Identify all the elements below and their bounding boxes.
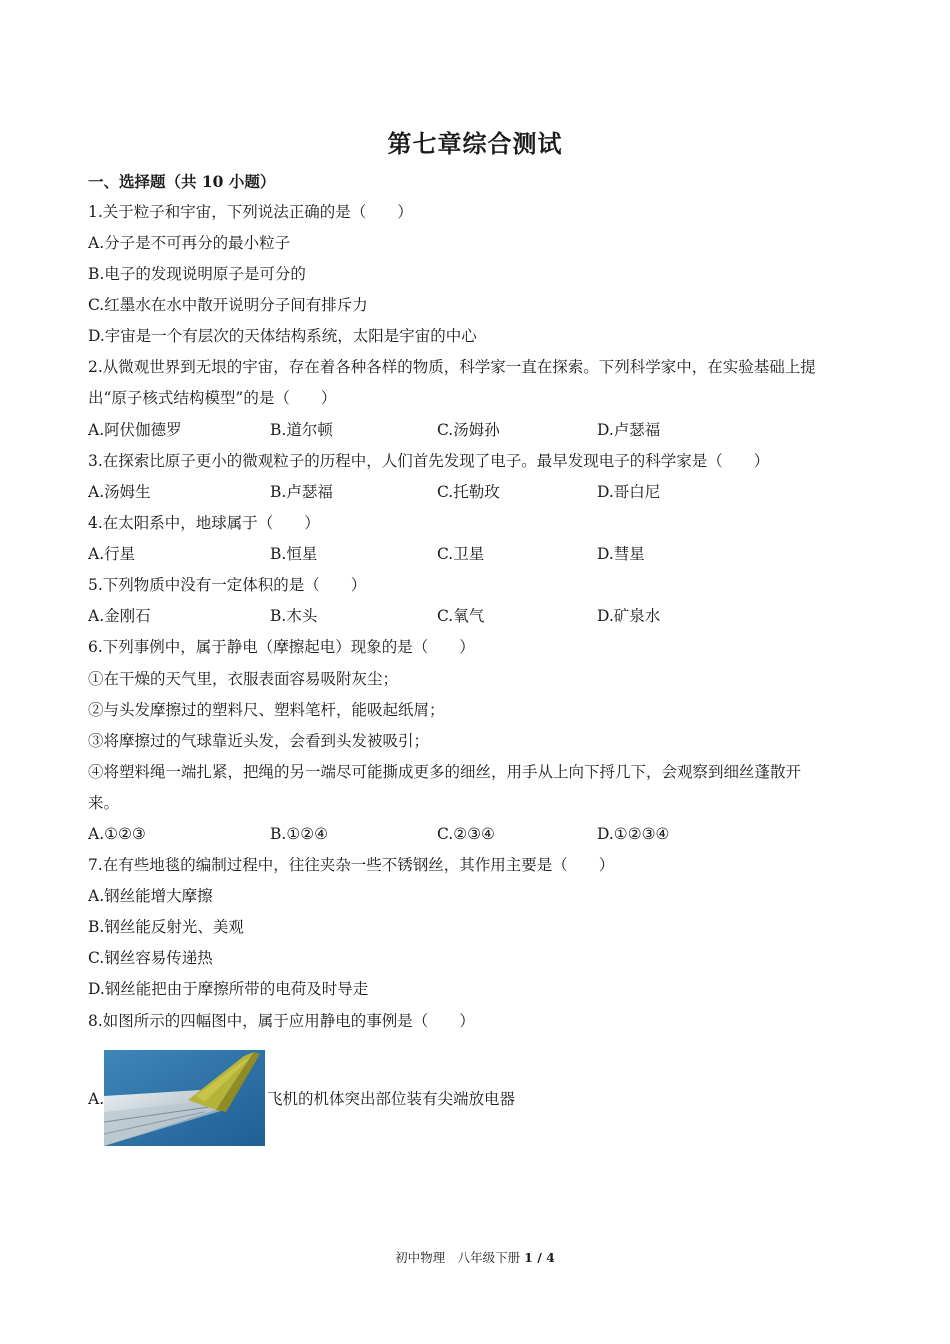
question-7-stem: 7.在有些地毯的编制过程中，往往夹杂一些不锈钢丝，其作用主要是（ ） bbox=[88, 856, 615, 874]
question-3-stem: 3.在探索比原子更小的微观粒子的历程中，人们首先发现了电子。最早发现电子的科学家是（ ） bbox=[88, 452, 770, 470]
question-3-option-d: D.哥白尼 bbox=[597, 483, 661, 501]
question-6-option-d: D.①②③④ bbox=[597, 825, 670, 843]
question-6-item-1: ①在干燥的天气里，衣服表面容易吸附灰尘； bbox=[88, 670, 399, 688]
question-5-option-d: D.矿泉水 bbox=[597, 607, 661, 625]
question-7-option-a: A.钢丝能增大摩擦 bbox=[88, 887, 213, 905]
question-6-item-2: ②与头发摩擦过的塑料尺、塑料笔杆，能吸起纸屑； bbox=[88, 701, 445, 719]
question-1-option-b: B.电子的发现说明原子是可分的 bbox=[88, 265, 306, 283]
question-6-option-b: B.①②④ bbox=[270, 825, 329, 843]
footer-text: 初中物理 八年级下册 bbox=[395, 1250, 521, 1265]
question-2-option-b: B.道尔顿 bbox=[270, 421, 333, 439]
question-6-option-c: C.②③④ bbox=[437, 825, 495, 843]
airplane-wing-image bbox=[104, 1050, 265, 1146]
question-1-option-c: C.红墨水在水中散开说明分子间有排斥力 bbox=[88, 296, 368, 314]
question-6-item-4-line-1: ④将塑料绳一端扎紧，把绳的另一端尽可能撕成更多的细丝，用手从上向下捋几下，会观察到细丝蓬散开 bbox=[88, 763, 802, 781]
question-7-option-d: D.钢丝能把由于摩擦所带的电荷及时导走 bbox=[88, 980, 369, 998]
question-4-option-d: D.彗星 bbox=[597, 545, 645, 563]
question-5-stem: 5.下列物质中没有一定体积的是（ ） bbox=[88, 576, 367, 594]
question-6-option-a: A.①②③ bbox=[88, 825, 146, 843]
question-8-option-a-text: 飞机的机体突出部位装有尖端放电器 bbox=[267, 1090, 516, 1108]
question-1-stem: 1.关于粒子和宇宙，下列说法正确的是（ ） bbox=[88, 203, 413, 221]
question-1-option-a: A.分子是不可再分的最小粒子 bbox=[88, 234, 291, 252]
question-6-item-3: ③将摩擦过的气球靠近头发，会看到头发被吸引； bbox=[88, 732, 430, 750]
question-4-stem: 4.在太阳系中，地球属于（ ） bbox=[88, 514, 320, 532]
question-4-option-b: B.恒星 bbox=[270, 545, 318, 563]
question-5-option-b: B.木头 bbox=[270, 607, 318, 625]
page-title: 第七章综合测试 bbox=[387, 129, 563, 158]
question-2-stem-line-2: 出“原子核式结构模型”的是（ ） bbox=[88, 389, 337, 407]
question-4-option-a: A.行星 bbox=[88, 545, 136, 563]
question-2-option-c: C.汤姆孙 bbox=[437, 421, 500, 439]
question-3-option-c: C.托勒玫 bbox=[437, 483, 500, 501]
question-3-option-b: B.卢瑟福 bbox=[270, 483, 333, 501]
question-2-stem-line-1: 2.从微观世界到无垠的宇宙，存在着各种各样的物质，科学家一直在探索。下列科学家中，在实验基础上提 bbox=[88, 358, 816, 376]
question-5-option-c: C.氧气 bbox=[437, 607, 485, 625]
section-heading: 一、选择题（共 10 小题） bbox=[88, 172, 276, 191]
question-5-option-a: A.金刚石 bbox=[88, 607, 151, 625]
question-4-option-c: C.卫星 bbox=[437, 545, 485, 563]
question-6-item-4-line-2: 来。 bbox=[88, 794, 120, 812]
question-2-option-a: A.阿伏伽德罗 bbox=[88, 421, 182, 439]
page-footer bbox=[0, 1248, 950, 1266]
question-6-stem: 6.下列事例中，属于静电（摩擦起电）现象的是（ ） bbox=[88, 638, 475, 656]
question-3-option-a: A.汤姆生 bbox=[88, 483, 151, 501]
question-2-option-d: D.卢瑟福 bbox=[597, 421, 661, 439]
page-number: 1 / 4 bbox=[524, 1250, 555, 1265]
question-8-stem: 8.如图所示的四幅图中，属于应用静电的事例是（ ） bbox=[88, 1012, 475, 1030]
question-7-option-b: B.钢丝能反射光、美观 bbox=[88, 918, 244, 936]
question-7-option-c: C.钢丝容易传递热 bbox=[88, 949, 213, 967]
question-1-option-d: D.宇宙是一个有层次的天体结构系统，太阳是宇宙的中心 bbox=[88, 327, 477, 345]
question-8-option-a-label: A. bbox=[88, 1090, 105, 1108]
